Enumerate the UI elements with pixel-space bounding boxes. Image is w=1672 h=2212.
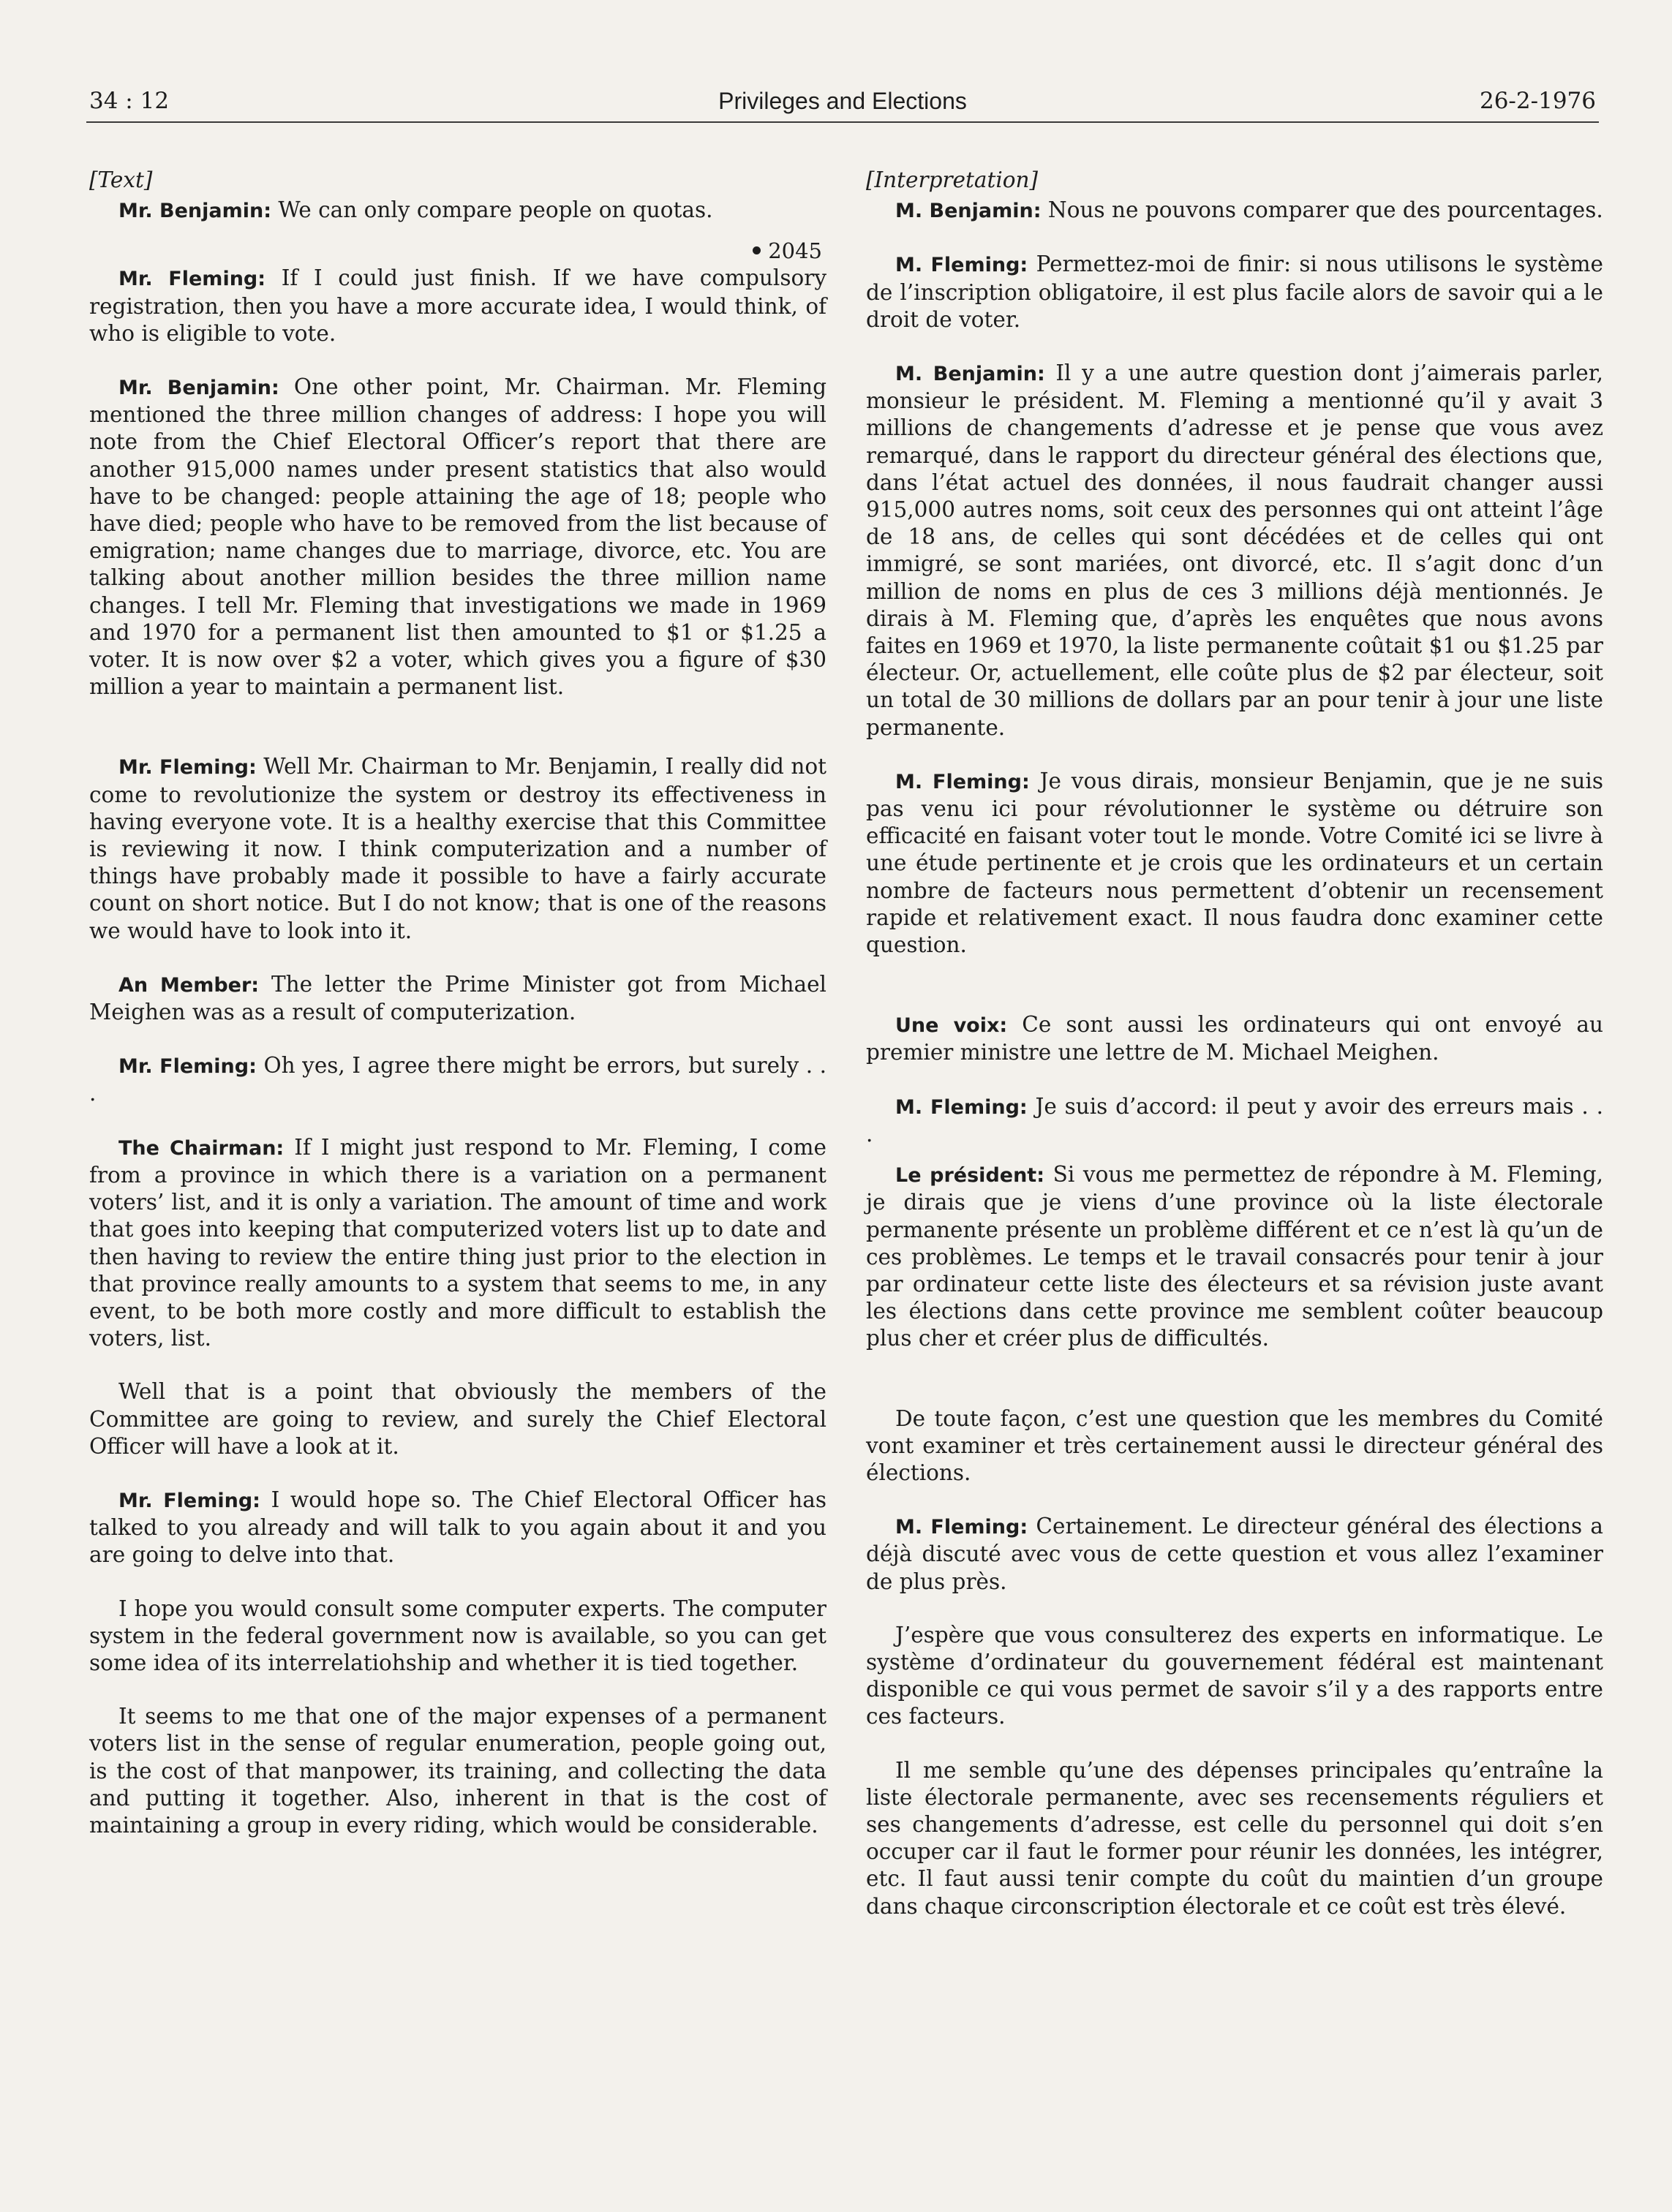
paragraph xyxy=(866,251,1603,333)
speech-text: J’espère que vous consulterez des experts en informatique. Le système d’ordinateur du gouvernement fédéral est maintenant disponible ce qui vous permet de savoir s’il y a des rapports entre ces facteurs. xyxy=(866,1622,1603,1729)
paragraph xyxy=(89,753,826,944)
speaker-name: Mr. Benjamin: xyxy=(118,200,271,223)
speech-text: One other point, Mr. Chairman. Mr. Fleming mentioned the three million changes of address: I hope you will note from the Chief Electoral Officer’s report that there are another 915,000 names under present statistics that also would have to be changed: people attaining the age of 18; people who have died; people who have to be removed from the list because of emigration; name changes due to marriage, divorce, etc. You are talking about another million besides the three million name changes. I tell Mr. Fleming that investigations we made in 1969 and 1970 for a permanent list then amounted to $1 or $1.25 a voter. It is now over $2 a voter, which gives you a figure of $30 million a year to maintain a permanent list. xyxy=(89,374,826,700)
speech-text: Si vous me permettez de répondre à M. Fleming, je dirais que je viens d’une province où la liste électorale permanente présente un problème différent et ce n’est là qu’un de ces problèmes. Le temps et le travail consacrés pour tenir à jour par ordinateur cette liste des électeurs et sa révision juste avant les élections dans cette province me semblent coûter beaucoup plus cher et créer plus de difficultés. xyxy=(866,1162,1604,1351)
speaker-name: Mr. Fleming: xyxy=(118,1055,257,1079)
time-marker xyxy=(89,238,826,265)
speech-text: Nous ne pouvons comparer que des pourcentages. xyxy=(1041,197,1603,223)
speech-text: If I could just finish. If we have compulsory registration, then you have a more accurate idea, I would think, of who is eligible to vote. xyxy=(89,265,826,346)
speech-text: Certainement. Le directeur général des élections a déjà discuté avec vous de cette question et vous allez l’examiner de plus près. xyxy=(866,1514,1603,1594)
time-marker-label: 2045 xyxy=(768,238,822,264)
speech-text: Il y a une autre question dont j’aimerais parler, monsieur le président. M. Fleming a mentionné qu’il y avait 3 millions de changements d’adresse et je pense que vous avez remarqué, dans le rapport du directeur général des élections que, dans l’état actuel des données, il nous faudrait changer aussi 915,000 autres noms, soit ceux des personnes qui ont atteint l’âge de 18 ans, de celles qui sont décédées et de celles qui ont immigré, se sont mariées, ont divorcé, etc. Il s’agit donc d’un million de noms en plus de ces 3 millions déjà mentionnés. Je dirais à M. Fleming que, d’après les enquêtes que nous avons faites en 1969 et 1970, la liste permanente coûtait $1 ou $1.25 par électeur. Or, actuellement, elle coûte plus de $2 par électeur, soit un total de 30 millions de dollars par an pour tenir à jour une liste permanente. xyxy=(866,361,1604,740)
paragraph xyxy=(866,197,1603,224)
speaker-name: Mr. Fleming: xyxy=(118,1489,260,1512)
paragraph xyxy=(866,1622,1603,1731)
speech-text: Je vous dirais, monsieur Benjamin, que je ne suis pas venu ici pour révolutionner le système ou détruire son efficacité en faisant voter tout le monde. Votre Comité ici se livre à une étude pertinente et je crois que les ordinateurs et un certain nombre de facteurs nous permettent d’obtenir un recensement rapide et relativement exact. Il nous faudra donc examiner cette question. xyxy=(866,768,1603,958)
speech-text: Il me semble qu’une des dépenses principales qu’entraîne la liste électorale permanente, avec ses recensements réguliers et ses changements d’adresse, est celle du personnel qui doit s’en occuper car il faut le former pour réunir les données, les intégrer, etc. Il faut aussi tenir compte du coût du maintien d’un groupe dans chaque circonscription électorale et ce coût est très élevé. xyxy=(866,1757,1603,1919)
speaker-name: Mr. Fleming: xyxy=(118,268,266,291)
speaker-name: M. Benjamin: xyxy=(895,363,1045,386)
speech-text: Permettez-moi de finir: si nous utilisons le système de l’inscription obligatoire, il est plus facile alors de savoir qui a le droit de voter. xyxy=(866,252,1603,332)
speech-text: Well that is a point that obviously the members of the Committee are going to review, and surely the Chief Electoral Officer will have a look at it. xyxy=(89,1379,826,1459)
column-label-interpretation: [Interpretation] xyxy=(866,167,1039,192)
speech-text: If I might just respond to Mr. Fleming, I come from a province in which there is a variation on a permanent voters’ list, and it is only a variation. The amount of time and work that goes into keeping that computerized voters list up to date and then having to review the entire thing just prior to the election in that province really amounts to a system that seems to me, in any event, to be both more costly and more difficult to establish the voters, list. xyxy=(89,1134,826,1351)
paragraph xyxy=(89,971,826,1026)
paragraph xyxy=(866,1757,1603,1920)
paragraph xyxy=(866,1405,1603,1487)
speech-text: I would hope so. The Chief Electoral Officer has talked to you already and will talk to you again about it and you are going to delve into that. xyxy=(89,1487,826,1568)
speech-text: Oh yes, I agree there might be errors, but surely . . . xyxy=(89,1053,826,1106)
paragraph xyxy=(89,1596,826,1677)
speech-text: Well Mr. Chairman to Mr. Benjamin, I really did not come to revolutionize the system or destroy its effectiveness in having everyone vote. It is a healthy exercise that this Committee is reviewing it now. I think computerization and a number of things have probably made it possible to have a fairly accurate count on short notice. But I do not know; that is one of the reasons we would have to look into it. xyxy=(89,754,826,943)
paragraph xyxy=(866,1513,1603,1596)
page-header xyxy=(86,82,1599,123)
speaker-name: Une voix: xyxy=(895,1014,1008,1038)
sitting-date: 26-2-1976 xyxy=(1479,88,1596,114)
speech-text: Ce sont aussi les ordinateurs qui ont envoyé au premier ministre une lettre de M. Michael Meighen. xyxy=(866,1012,1604,1065)
speaker-name: The Chairman: xyxy=(118,1136,285,1160)
paragraph xyxy=(89,1134,826,1353)
speaker-name: Le président: xyxy=(895,1164,1045,1188)
paragraph xyxy=(866,1011,1603,1066)
bullet-icon xyxy=(753,246,761,254)
speaker-name: Mr. Fleming: xyxy=(118,756,257,780)
speech-text: Je suis d’accord: il peut y avoir des erreurs mais . . . xyxy=(866,1093,1603,1147)
paragraph xyxy=(866,1161,1603,1352)
speaker-name: M. Fleming: xyxy=(895,770,1030,793)
speaker-name: An Member: xyxy=(118,973,260,997)
french-column xyxy=(866,167,1603,1920)
paragraph xyxy=(89,1052,826,1107)
speech-text: De toute façon, c’est une question que les membres du Comité vont examiner et très certainement aussi le directeur général des élections. xyxy=(866,1405,1603,1485)
paragraph xyxy=(866,360,1603,741)
paragraph xyxy=(89,197,826,224)
page-number: 34 : 12 xyxy=(89,88,170,114)
paragraph xyxy=(89,1703,826,1839)
speaker-name: Mr. Benjamin: xyxy=(118,377,279,400)
speaker-name: M. Fleming: xyxy=(895,1095,1028,1119)
speech-text: It seems to me that one of the major expenses of a permanent voters list in the sense of regular enumeration, people going out, is the cost of that manpower, its training, and collecting the data and putting it together. Also, inherent in that is the cost of maintaining a group in every riding, which would be considerable. xyxy=(89,1704,826,1838)
paragraph xyxy=(89,1487,826,1569)
speaker-name: M. Fleming: xyxy=(895,1516,1028,1539)
speech-text: I hope you would consult some computer experts. The computer system in the federal government now is available, so you can get some idea of its interrelatiohship and whether it is tied together. xyxy=(89,1596,826,1675)
speaker-name: M. Fleming: xyxy=(895,254,1028,277)
paragraph xyxy=(866,768,1603,959)
speech-text: We can only compare people on quotas. xyxy=(271,197,713,223)
speaker-name: M. Benjamin: xyxy=(895,200,1042,223)
paragraph xyxy=(866,1093,1603,1148)
english-column xyxy=(89,167,826,1839)
paragraph xyxy=(89,1378,826,1460)
column-label-text: [Text] xyxy=(89,167,153,192)
paragraph xyxy=(89,374,826,701)
running-title: Privileges and Elections xyxy=(718,88,967,114)
speech-text: The letter the Prime Minister got from Michael Meighen was as a result of computerization. xyxy=(89,971,826,1025)
paragraph xyxy=(89,265,826,347)
